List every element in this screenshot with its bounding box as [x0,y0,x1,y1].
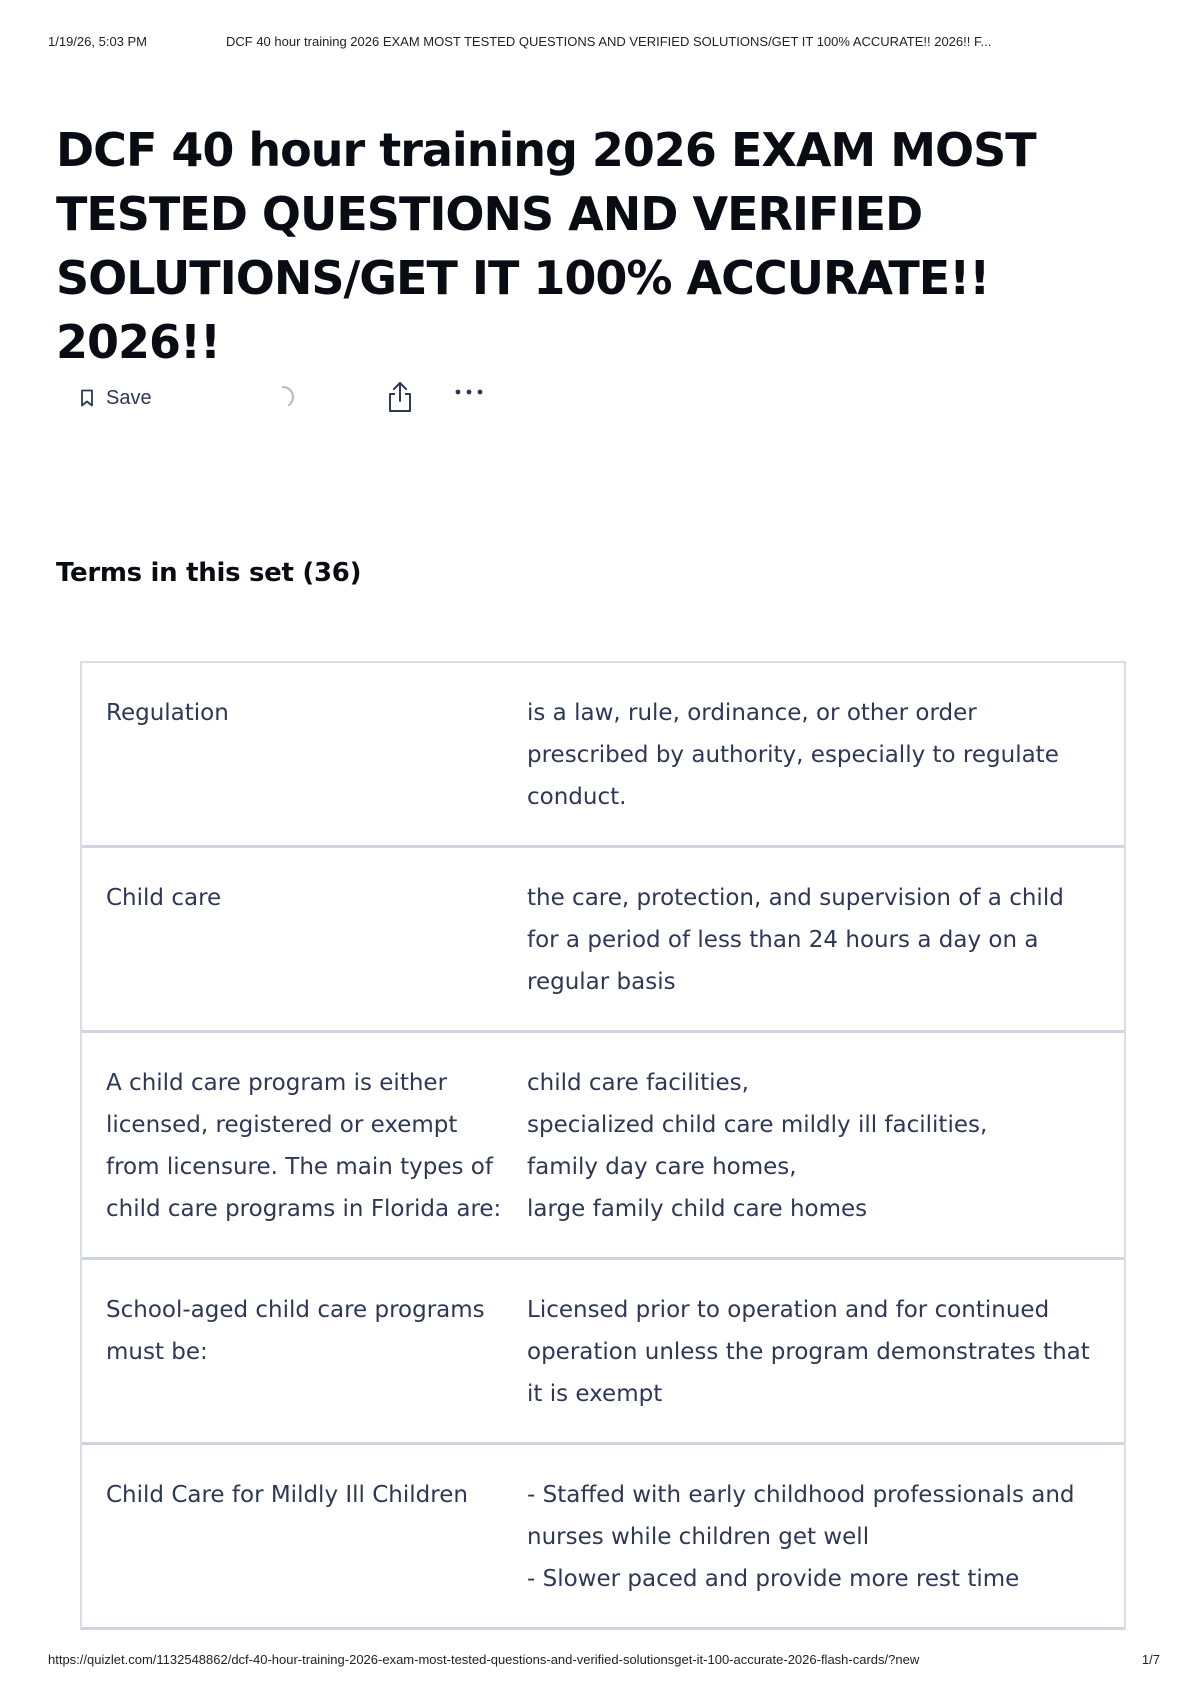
print-date: 1/19/26, 5:03 PM [48,34,148,49]
term-row[interactable] [82,1260,1124,1445]
print-url: https://quizlet.com/1132548862/dcf-40-hour-training-2026-exam-most-tested-questions-and-verified-solutionsget-it-100-accurate-2026-flash-cards/?new [48,1652,920,1667]
terms-heading: Terms in this set (36) [56,558,362,588]
definition-text: is a law, rule, ordinance, or other order prescribed by authority, especially to regulate conduct. [527,700,1059,810]
term-text: A child care program is either licensed, registered or exempt from licensure. The main types of child care programs in Florida are: [106,1070,502,1222]
save-button[interactable] [80,387,260,410]
more-icon[interactable] [454,388,484,396]
term-text: Regulation [106,700,229,726]
term-text: Child care [106,885,222,911]
definition-text: - Staffed with early childhood professionals and nurses while children get well - Slower paced and provide more rest time [527,1482,1075,1592]
term-row[interactable] [82,1033,1124,1260]
print-header [48,34,1160,49]
term-row[interactable] [82,848,1124,1033]
term-row[interactable] [82,663,1124,848]
term-row[interactable] [82,1445,1124,1630]
bookmark-icon [80,389,94,407]
print-footer [48,1652,1160,1667]
save-label: Save [106,386,152,409]
print-doc-title: DCF 40 hour training 2026 EXAM MOST TESTED QUESTIONS AND VERIFIED SOLUTIONS/GET IT 100% ACCURATE!! 2026!! F... [226,34,992,49]
definition-text: child care facilities, specialized child care mildly ill facilities, family day care homes, large family child care homes [527,1070,988,1222]
toolbar [80,378,260,418]
spinner-icon [270,384,296,410]
term-text: School-aged child care programs must be: [106,1297,485,1365]
definition-text: the care, protection, and supervision of a child for a period of less than 24 hours a day on a regular basis [527,885,1064,995]
share-icon[interactable] [386,380,414,414]
definition-text: Licensed prior to operation and for continued operation unless the program demonstrates that it is exempt [527,1297,1090,1407]
term-text: Child Care for Mildly Ill Children [106,1482,468,1508]
page-title: DCF 40 hour training 2026 EXAM MOST TESTED QUESTIONS AND VERIFIED SOLUTIONS/GET IT 100% ACCURATE!! 2026!! [56,123,1036,369]
terms-table [80,661,1126,1630]
print-page-number: 1/7 [1141,1652,1160,1667]
